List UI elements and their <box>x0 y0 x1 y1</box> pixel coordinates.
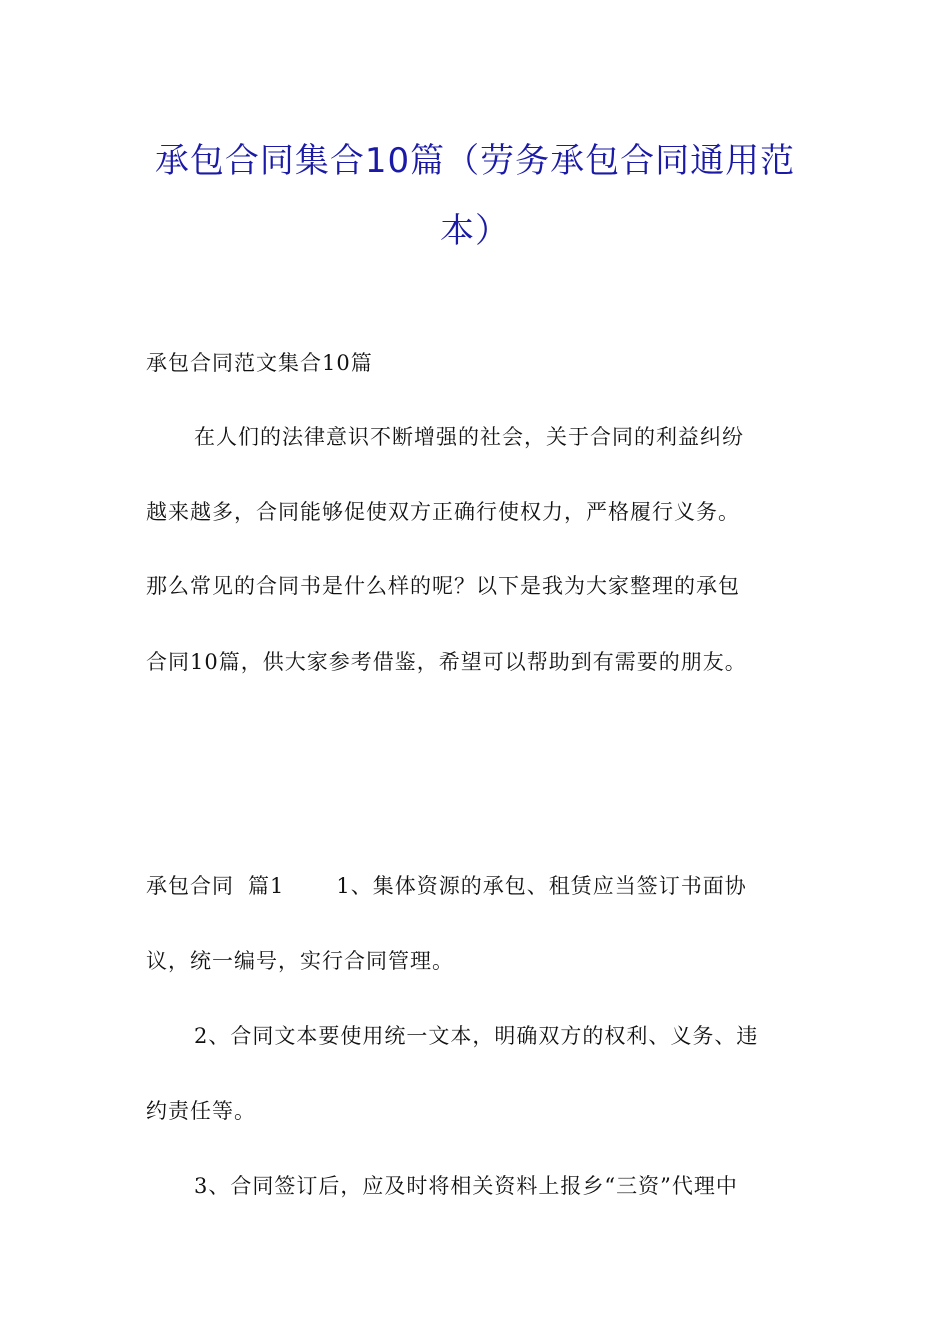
section-1-heading-a: 承包合同 <box>146 874 234 898</box>
section-1-line-5: 3、合同签订后，应及时将相关资料上报乡“三资”代理中 <box>194 1174 738 1198</box>
section-1-heading-b: 篇1 <box>248 874 285 898</box>
intro-line-2: 越来越多，合同能够促使双方正确行使权力，严格履行义务。 <box>146 500 740 524</box>
section-1-line-4: 约责任等。 <box>146 1099 256 1123</box>
document-title-line-1: 承包合同集合10篇（劳务承包合同通用范 <box>154 141 796 181</box>
section-1-line-2: 议，统一编号，实行合同管理。 <box>146 949 454 973</box>
document-subtitle: 承包合同范文集合10篇 <box>146 351 373 375</box>
intro-line-4: 合同10篇，供大家参考借鉴，希望可以帮助到有需要的朋友。 <box>146 650 747 674</box>
section-1-line-3: 2、合同文本要使用统一文本，明确双方的权利、义务、违 <box>194 1024 759 1048</box>
intro-line-3: 那么常见的合同书是什么样的呢？以下是我为大家整理的承包 <box>146 574 740 598</box>
document-title-line-2: 本） <box>440 211 510 251</box>
section-1-first-line <box>146 870 806 900</box>
intro-line-1: 在人们的法律意识不断增强的社会，关于合同的利益纠纷 <box>194 425 744 449</box>
section-1-first-line-text: 1、集体资源的承包、租赁应当签订书面协 <box>336 874 747 898</box>
